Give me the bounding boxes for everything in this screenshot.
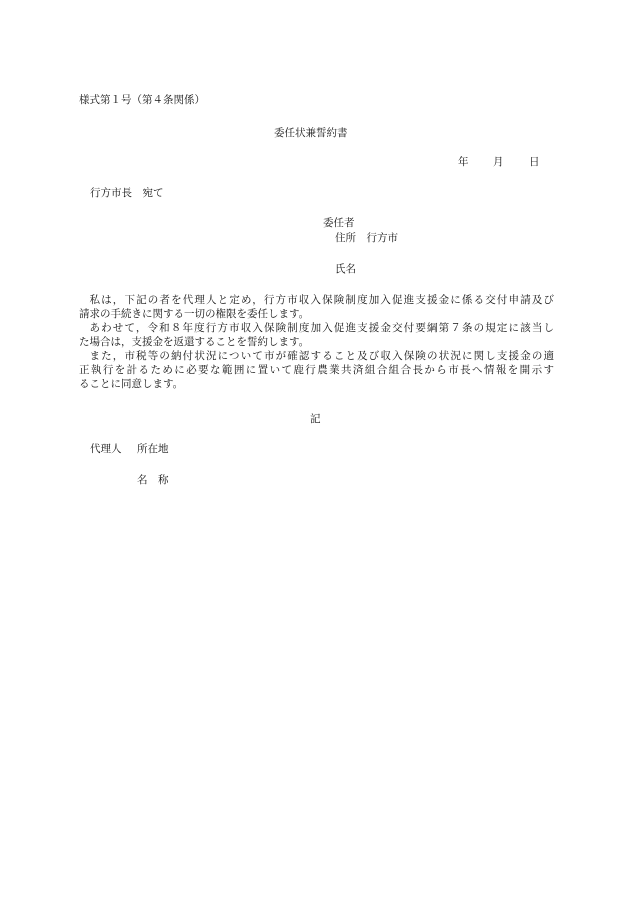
paragraph-line: ることに同意します。 bbox=[79, 378, 184, 390]
body-paragraph-2 bbox=[79, 321, 554, 349]
agent-location-label: 所在地 bbox=[137, 443, 169, 455]
paragraph-line: 私は，下記の者を代理人と定め，行方市収入保険制度加入促進支援金に係る交付申請及び bbox=[89, 294, 555, 306]
paragraph-line: 請求の手続きに関する一切の権限を委任します。 bbox=[79, 308, 310, 320]
delegator-heading: 委任者 bbox=[323, 217, 355, 229]
paragraph-line: また，市税等の納付状況について市が確認すること及び収入保険の状況に関し支援金の適 bbox=[89, 350, 554, 362]
addressee: 行方市長 宛て bbox=[90, 187, 164, 199]
form-number: 様式第１号（第４条関係） bbox=[79, 94, 205, 106]
document-title: 委任状兼誓約書 bbox=[274, 127, 348, 139]
agent-name-label: 名 称 bbox=[137, 474, 169, 486]
ki-heading: 記 bbox=[310, 413, 321, 425]
delegator-name-label: 氏名 bbox=[335, 263, 356, 275]
body-paragraph-1 bbox=[79, 293, 554, 321]
date-day-label: 日 bbox=[529, 156, 540, 168]
paragraph-line: 正執行を計るために必要な範囲に置いて鹿行農業共済組合組合長から市長へ情報を開示す bbox=[79, 364, 554, 376]
paragraph-line: た場合は，支援金を返還することを誓約します。 bbox=[79, 336, 310, 348]
date-month-label: 月 bbox=[493, 156, 504, 168]
date-year-label: 年 bbox=[458, 156, 469, 168]
body-paragraph-3 bbox=[79, 349, 554, 391]
paragraph-line: あわせて，令和８年度行方市収入保険制度加入促進支援金交付要綱第７条の規定に該当し bbox=[89, 322, 554, 334]
agent-label: 代理人 bbox=[90, 443, 122, 455]
delegator-address-label: 住所 行方市 bbox=[335, 232, 398, 244]
